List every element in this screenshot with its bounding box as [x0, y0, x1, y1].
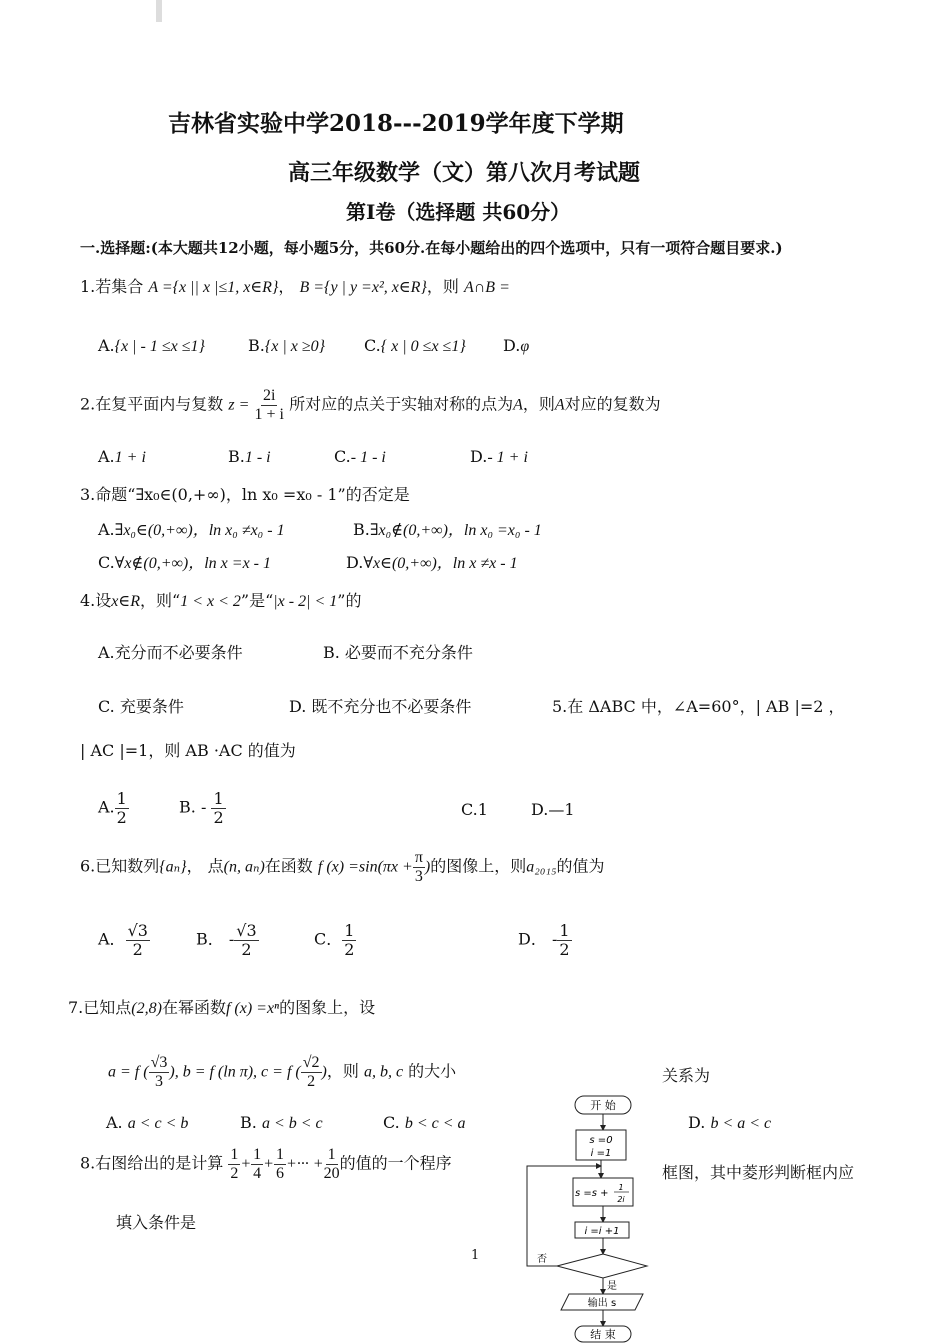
- q3-option-c: C.∀x∉(0,+∞)，ln x =x - 1: [98, 553, 272, 572]
- q1-option-c: C.{ x | 0 ≤x ≤1}: [364, 336, 466, 355]
- q1-expr: A∩B =: [463, 279, 510, 296]
- title-school: 吉林省实验中学2018---2019学年度下学期: [168, 110, 624, 137]
- q5-line2: | AC |=1，则 AB ·AC 的值为: [80, 741, 296, 760]
- flow-start-label: 开 始: [590, 1099, 616, 1112]
- q5-option-c: C.1: [461, 800, 488, 819]
- q6-option-b: B． - $\frac{√3}{2}$: [196, 921, 257, 959]
- q8-line2: 填入条件是: [116, 1213, 197, 1232]
- flow-decision-node: [557, 1254, 647, 1278]
- q7-option-d: D. b < a < c: [688, 1113, 772, 1132]
- q4-option-a: A.充分而不必要条件: [98, 643, 243, 662]
- q4-option-b: B. 必要而不充分条件: [323, 643, 473, 662]
- q4-option-d: D. 既不充分也不必要条件: [289, 697, 472, 716]
- q6-stem: 6.已知数列{aₙ}， 点(n, aₙ)在函数 f (x) =sin(πx + $\frac{\pi}{3}$ )的图像上，则a₂₀₁₅的值为: [80, 849, 605, 885]
- q2-stem: 2.在复平面内与复数 z = $\frac{2i}{1 + i}$ 所对应的点关于实轴对称的点为A，则A对应的复数为: [80, 387, 661, 423]
- q2-option-c: C.- 1 - i: [334, 447, 386, 466]
- q1-option-d: D.φ: [503, 336, 530, 355]
- page-number: 1: [471, 1248, 480, 1263]
- q3-stem: 3.命题“∃x₀∈(0,+∞)，ln x₀ =x₀ - 1”的否定是: [80, 485, 410, 504]
- flow-end-label: 结 束: [590, 1328, 616, 1341]
- q4-option-c: C. 充要条件: [98, 697, 184, 716]
- flow-update-num: 1: [618, 1183, 624, 1192]
- q1-option-a: A.{x | - 1 ≤x ≤1}: [98, 336, 205, 355]
- title-exam: 高三年级数学（文）第八次月考试题: [288, 160, 641, 186]
- flow-update-label: s =s +: [575, 1188, 609, 1199]
- q3-option-b: B.∃x₀∉(0,+∞)，ln x₀ =x₀ - 1: [353, 520, 542, 539]
- q1-set-b: B ={y | y =x², x∈R}: [299, 279, 427, 296]
- flow-output-label: 输出 s: [587, 1298, 617, 1309]
- title-part: 第Ⅰ卷（选择题 共60分）: [346, 200, 571, 224]
- q5-option-b: B. - $\frac{1}{2}$: [179, 789, 224, 827]
- section-heading: 一.选择题:(本大题共12小题，每小题5分，共60分.在每小题给出的四个选项中，只有一项符合题目要求.): [80, 239, 783, 257]
- q7-option-c: C. b < c < a: [383, 1113, 466, 1132]
- q7-stem: 7.已知点(2,8)在幂函数f (x) =xⁿ的图象上，设: [68, 998, 376, 1017]
- q7-definitions: a = f ( $\frac{√3}{3}$ ), b = f (ln π), c = f ( $\frac{√2}{2}$ )，则 a, b, c 的大小: [108, 1054, 457, 1090]
- q7-option-a: A. a < c < b: [106, 1113, 189, 1132]
- q5-stem: 5.在 ΔABC 中，∠A=60°，| AB |=2 ，: [552, 697, 845, 716]
- q7-option-b: B. a < b < c: [240, 1113, 323, 1132]
- q3-option-a: A.∃x₀∈(0,+∞)，ln x₀ ≠x₀ - 1: [98, 520, 285, 539]
- q4-stem: 4.设x∈R，则“1 < x < 2”是“|x - 2| < 1”的: [80, 591, 362, 610]
- flow-no-label: 否: [537, 1254, 547, 1265]
- q6-option-c: C． $\frac{1}{2}$: [314, 921, 355, 959]
- q8-stem-cont: 框图，其中菱形判断框内应: [662, 1163, 855, 1182]
- flow-update-den: 2i: [617, 1195, 625, 1204]
- q5-option-a: A. $\frac{1}{2}$: [98, 789, 127, 827]
- q6-option-a: A． $\frac{√3}{2}$: [98, 921, 148, 959]
- flow-init-s: s =0: [589, 1135, 613, 1146]
- q2-option-b: B.1 - i: [228, 447, 271, 466]
- q1-stem: 1.若集合 A ={x || x |≤1, x∈R}， B ={y | y =x², x∈R}，则 A∩B =: [80, 277, 510, 296]
- q6-option-d: D． - $\frac{1}{2}$: [518, 921, 570, 959]
- flow-yes-label: 是: [607, 1281, 617, 1292]
- q5-option-d: D.—1: [531, 800, 575, 819]
- scan-artifact: [156, 0, 162, 22]
- q8-stem: 8.右图给出的是计算 $\frac{1}{2}$ + $\frac{1}{4}$ + $\frac{1}{6}$ +··· + $\frac{1}{20}$ 的值的一个程序: [80, 1146, 452, 1182]
- q2-fraction: $\frac{2i}{1 + i}$: [254, 387, 284, 423]
- flowchart: [515, 1090, 660, 1344]
- q1-set-a: A ={x || x |≤1, x∈R}: [148, 279, 279, 296]
- q2-option-d: D.- 1 + i: [470, 447, 528, 466]
- q3-option-d: D.∀x∈(0,+∞)，ln x ≠x - 1: [346, 553, 518, 572]
- flow-increment-label: i =i +1: [584, 1226, 620, 1237]
- q2-option-a: A.1 + i: [98, 447, 146, 466]
- q7-relation: 关系为: [662, 1066, 711, 1085]
- flow-init-i: i =1: [590, 1148, 612, 1159]
- q1-option-b: B.{x | x ≥0}: [248, 336, 326, 355]
